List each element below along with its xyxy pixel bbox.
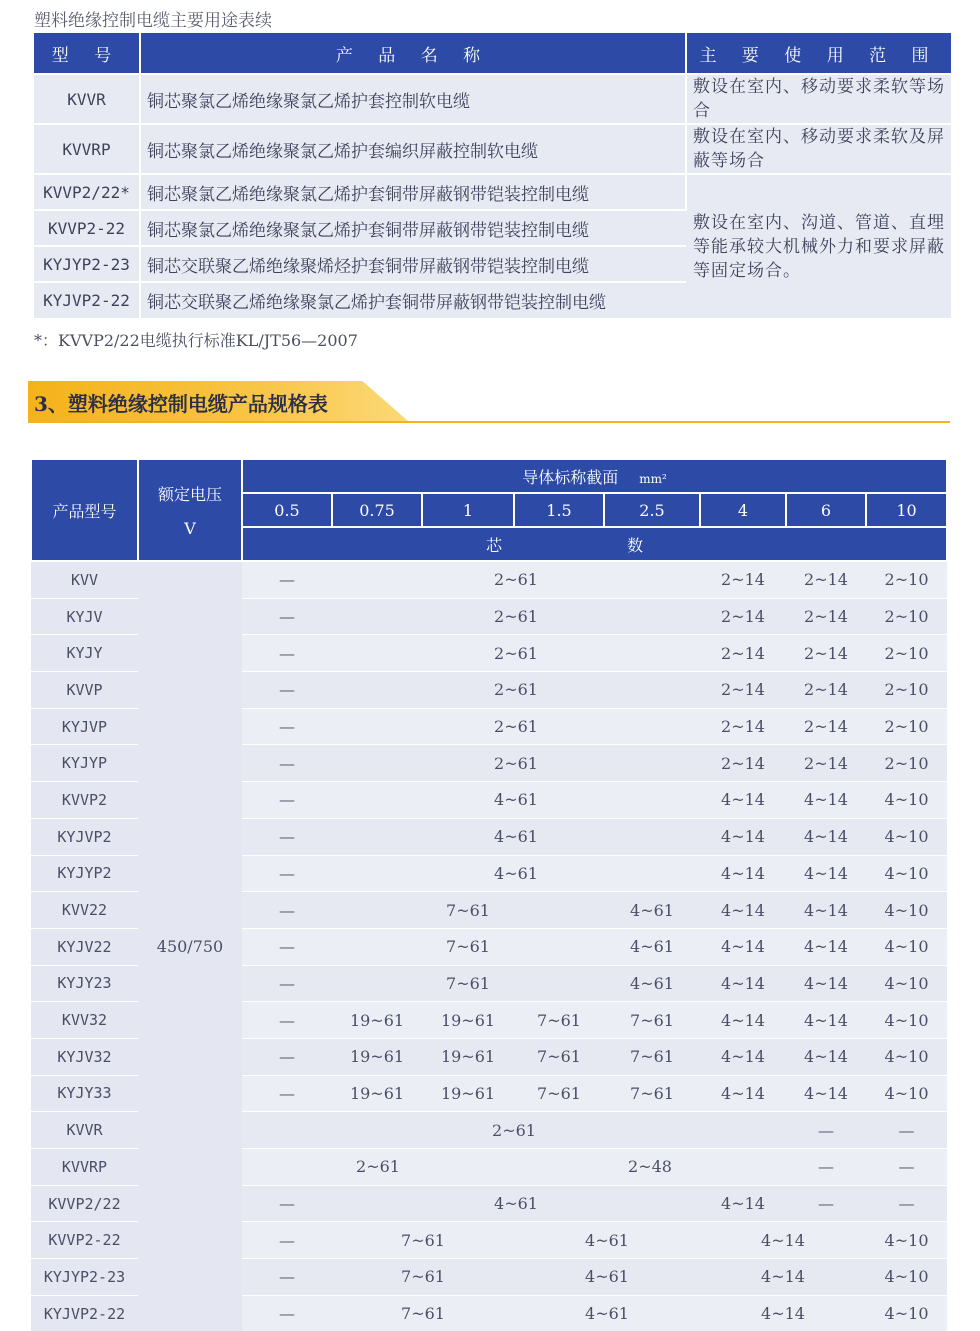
model-cell: KVVP2-22: [34, 210, 140, 246]
product-name-cell: 铜芯聚氯乙烯绝缘聚氯乙烯护套铜带屏蔽钢带铠装控制电缆: [140, 174, 686, 210]
voltage-cell: 450/750: [138, 561, 242, 1331]
spec-cell: 7~61: [332, 1222, 514, 1259]
spec-cell: 4~61: [514, 1259, 700, 1296]
size-header: 1: [422, 493, 514, 527]
spec-cell: —: [242, 1075, 332, 1112]
header-conductor-section: [242, 459, 947, 493]
spec-cell: 4~10: [866, 1038, 947, 1075]
spec-cell: 2~10: [866, 745, 947, 782]
spec-cell: 2~10: [866, 635, 947, 672]
spec-cell: 4~14: [700, 1295, 866, 1331]
spec-cell: —: [242, 708, 332, 745]
spec-cell: 4~14: [700, 965, 786, 1002]
header-product-model: 产品型号: [31, 459, 138, 561]
spec-cell: 2~14: [786, 672, 866, 709]
spec-cell: 2~61: [332, 745, 700, 782]
spec-cell: 4~61: [332, 855, 700, 892]
spec-cell: 4~10: [866, 1222, 947, 1259]
spec-cell: —: [786, 1185, 866, 1222]
spec-cell: 4~10: [866, 1002, 947, 1039]
header-model: 型 号: [34, 33, 140, 74]
spec-cell: 4~14: [700, 782, 786, 819]
table-row: [34, 74, 951, 124]
spec-cell: —: [242, 782, 332, 819]
spec-cell: 4~10: [866, 855, 947, 892]
spec-cell: 2~61: [242, 1149, 514, 1186]
model-cell: KYJVP2-22: [31, 1295, 138, 1331]
size-header: 2.5: [604, 493, 700, 527]
section-title: 3、塑料绝缘控制电缆产品规格表: [34, 392, 328, 416]
spec-cell: 4~14: [786, 855, 866, 892]
model-cell: KYJY33: [31, 1075, 138, 1112]
spec-cell: 7~61: [332, 892, 604, 929]
spec-cell: 4~14: [786, 892, 866, 929]
model-cell: KVVR: [31, 1112, 138, 1149]
spec-cell: 4~14: [700, 1259, 866, 1296]
spec-cell: —: [242, 892, 332, 929]
spec-cell: 2~10: [866, 708, 947, 745]
spec-cell: —: [242, 928, 332, 965]
size-header: 1.5: [514, 493, 604, 527]
spec-cell: 4~61: [332, 1185, 700, 1222]
model-cell: KVVP2/22: [31, 1185, 138, 1222]
section-divider: [28, 421, 950, 423]
spec-cell: 7~61: [604, 1038, 700, 1075]
model-cell: KYJVP2-22: [34, 282, 140, 318]
header-product-name: 产 品 名 称: [140, 33, 686, 74]
model-cell: KYJVP: [31, 708, 138, 745]
spec-cell: 19~61: [332, 1002, 422, 1039]
model-cell: KYJYP2: [31, 855, 138, 892]
spec-cell: —: [786, 1112, 866, 1149]
spec-cell: 4~14: [700, 818, 786, 855]
model-cell: KYJY23: [31, 965, 138, 1002]
spec-cell: 2~10: [866, 561, 947, 598]
table1-caption: 塑料绝缘控制电缆主要用途表续: [34, 11, 272, 31]
spec-cell: 4~10: [866, 1075, 947, 1112]
spec-cell: 7~61: [514, 1075, 604, 1112]
spec-cell: 7~61: [514, 1038, 604, 1075]
spec-cell: 4~10: [866, 782, 947, 819]
spec-cell: 19~61: [422, 1002, 514, 1039]
model-cell: KYJV32: [31, 1038, 138, 1075]
spec-cell: 4~10: [866, 928, 947, 965]
spec-cell: 4~14: [786, 1075, 866, 1112]
spec-cell: 19~61: [422, 1075, 514, 1112]
spec-cell: 2~10: [866, 672, 947, 709]
spec-cell: 2~61: [332, 598, 700, 635]
usage-cell: 敷设在室内、移动要求柔软及屏蔽等场合: [686, 124, 951, 174]
spec-cell: —: [866, 1185, 947, 1222]
model-cell: KVV: [31, 561, 138, 598]
size-header: 0.75: [332, 493, 422, 527]
model-cell: KVV22: [31, 892, 138, 929]
spec-cell: —: [242, 965, 332, 1002]
spec-cell: 4~61: [604, 965, 700, 1002]
spec-cell: 4~14: [700, 1038, 786, 1075]
spec-cell: 2~14: [786, 561, 866, 598]
product-name-cell: 铜芯交联聚乙烯绝缘聚氯乙烯护套铜带屏蔽钢带铠装控制电缆: [140, 282, 686, 318]
spec-cell: 4~61: [604, 892, 700, 929]
spec-cell: 2~14: [700, 561, 786, 598]
model-cell: KVVP2-22: [31, 1222, 138, 1259]
spec-cell: 2~14: [700, 672, 786, 709]
spec-cell: 4~14: [700, 1075, 786, 1112]
model-cell: KVVRP: [31, 1149, 138, 1186]
spec-cell: —: [866, 1149, 947, 1186]
spec-cell: 2~10: [866, 598, 947, 635]
product-name-cell: 铜芯聚氯乙烯绝缘聚氯乙烯护套控制软电缆: [140, 74, 686, 124]
spec-cell: 4~61: [514, 1222, 700, 1259]
model-cell: KYJYP2-23: [34, 246, 140, 282]
product-name-cell: 铜芯聚氯乙烯绝缘聚氯乙烯护套编织屏蔽控制软电缆: [140, 124, 686, 174]
model-cell: KVVRP: [34, 124, 140, 174]
spec-cell: —: [242, 1295, 332, 1331]
spec-cell: —: [242, 855, 332, 892]
spec-cell: 4~61: [604, 928, 700, 965]
spec-cell: —: [786, 1149, 866, 1186]
table-row: [34, 174, 951, 210]
rated-voltage-unit: V: [184, 519, 196, 538]
spec-cell: 7~61: [604, 1002, 700, 1039]
spec-cell: 2~61: [332, 672, 700, 709]
spec-cell: 4~14: [786, 782, 866, 819]
spec-cell: 2~61: [332, 561, 700, 598]
usage-table-header: [34, 33, 951, 74]
model-cell: KVVP2/22*: [34, 174, 140, 210]
spec-cell: 2~14: [700, 598, 786, 635]
spec-cell: 4~14: [700, 1222, 866, 1259]
model-cell: KYJV: [31, 598, 138, 635]
usage-cell: 敷设在室内、移动要求柔软等场合: [686, 74, 951, 124]
spec-cell: 4~14: [786, 1002, 866, 1039]
spec-cell: 7~61: [514, 1002, 604, 1039]
spec-cell: 4~14: [786, 965, 866, 1002]
spec-header-row-1: [31, 459, 947, 493]
spec-cell: 2~14: [700, 745, 786, 782]
spec-cell: 4~10: [866, 818, 947, 855]
spec-cell: —: [242, 1259, 332, 1296]
spec-cell: 4~61: [332, 782, 700, 819]
spec-cell: —: [242, 1002, 332, 1039]
spec-cell: —: [242, 818, 332, 855]
spec-cell: 4~14: [700, 1002, 786, 1039]
spec-cell: 2~61: [332, 708, 700, 745]
spec-cell: —: [242, 672, 332, 709]
spec-cell: 7~61: [332, 1259, 514, 1296]
spec-cell: 4~61: [514, 1295, 700, 1331]
model-cell: KYJYP: [31, 745, 138, 782]
spec-cell: 4~10: [866, 965, 947, 1002]
model-cell: KVVP2: [31, 782, 138, 819]
size-header: 6: [786, 493, 866, 527]
size-header: 4: [700, 493, 786, 527]
spec-cell: 4~14: [786, 928, 866, 965]
spec-cell: 7~61: [332, 928, 604, 965]
header-usage: 主 要 使 用 范 围: [686, 33, 951, 74]
size-header: 10: [866, 493, 947, 527]
rated-voltage-label: 额定电压: [157, 485, 222, 504]
spec-cell: 4~14: [700, 1185, 786, 1222]
spec-cell: 4~14: [700, 928, 786, 965]
usage-cell: 敷设在室内、沟道、管道、直埋等能承较大机械外力和要求屏蔽等固定场合。: [686, 174, 951, 318]
conductor-section-unit: mm²: [639, 471, 667, 486]
spec-cell: 2~48: [514, 1149, 786, 1186]
spec-cell: 2~14: [700, 635, 786, 672]
spec-cell: 19~61: [332, 1038, 422, 1075]
spec-cell: —: [242, 598, 332, 635]
product-name-cell: 铜芯交联聚乙烯绝缘聚烯烃护套铜带屏蔽钢带铠装控制电缆: [140, 246, 686, 282]
spec-cell: 19~61: [332, 1075, 422, 1112]
spec-cell: 2~61: [332, 635, 700, 672]
model-cell: KYJYP2-23: [31, 1259, 138, 1296]
table-row: [31, 561, 947, 598]
spec-cell: —: [242, 561, 332, 598]
spec-cell: 4~14: [786, 1038, 866, 1075]
model-cell: KYJV22: [31, 928, 138, 965]
spec-cell: —: [866, 1112, 947, 1149]
model-cell: KYJVP2: [31, 818, 138, 855]
spec-cell: 4~10: [866, 1259, 947, 1296]
spec-cell: 4~14: [786, 818, 866, 855]
spec-cell: 4~61: [332, 818, 700, 855]
table-row: [34, 124, 951, 174]
spec-cell: —: [242, 1185, 332, 1222]
spec-cell: 4~14: [700, 855, 786, 892]
spec-cell: 4~10: [866, 892, 947, 929]
product-name-cell: 铜芯聚氯乙烯绝缘聚氯乙烯护套铜带屏蔽钢带铠装控制电缆: [140, 210, 686, 246]
size-header: 0.5: [242, 493, 332, 527]
spec-cell: —: [242, 745, 332, 782]
spec-cell: 2~14: [786, 745, 866, 782]
spec-cell: 4~14: [700, 892, 786, 929]
spec-cell: 4~10: [866, 1295, 947, 1331]
header-cores: 芯 数: [242, 527, 947, 561]
standard-note: *：KVVP2/22电缆执行标准KL/JT56—2007: [34, 331, 358, 350]
spec-cell: 7~61: [332, 1295, 514, 1331]
model-cell: KVVR: [34, 74, 140, 124]
spec-table: [30, 458, 948, 1331]
spec-cell: 7~61: [332, 965, 604, 1002]
header-rated-voltage: [138, 459, 242, 561]
spec-cell: 2~14: [786, 708, 866, 745]
conductor-section-label: 导体标称截面: [522, 467, 619, 487]
spec-cell: —: [242, 1038, 332, 1075]
spec-cell: 2~61: [242, 1112, 786, 1149]
model-cell: KVV32: [31, 1002, 138, 1039]
spec-cell: 2~14: [786, 635, 866, 672]
spec-cell: 19~61: [422, 1038, 514, 1075]
usage-table: [34, 33, 951, 318]
spec-cell: —: [242, 635, 332, 672]
spec-cell: —: [242, 1222, 332, 1259]
spec-cell: 2~14: [700, 708, 786, 745]
spec-cell: 7~61: [604, 1075, 700, 1112]
spec-cell: 2~14: [786, 598, 866, 635]
model-cell: KVVP: [31, 672, 138, 709]
model-cell: KYJY: [31, 635, 138, 672]
